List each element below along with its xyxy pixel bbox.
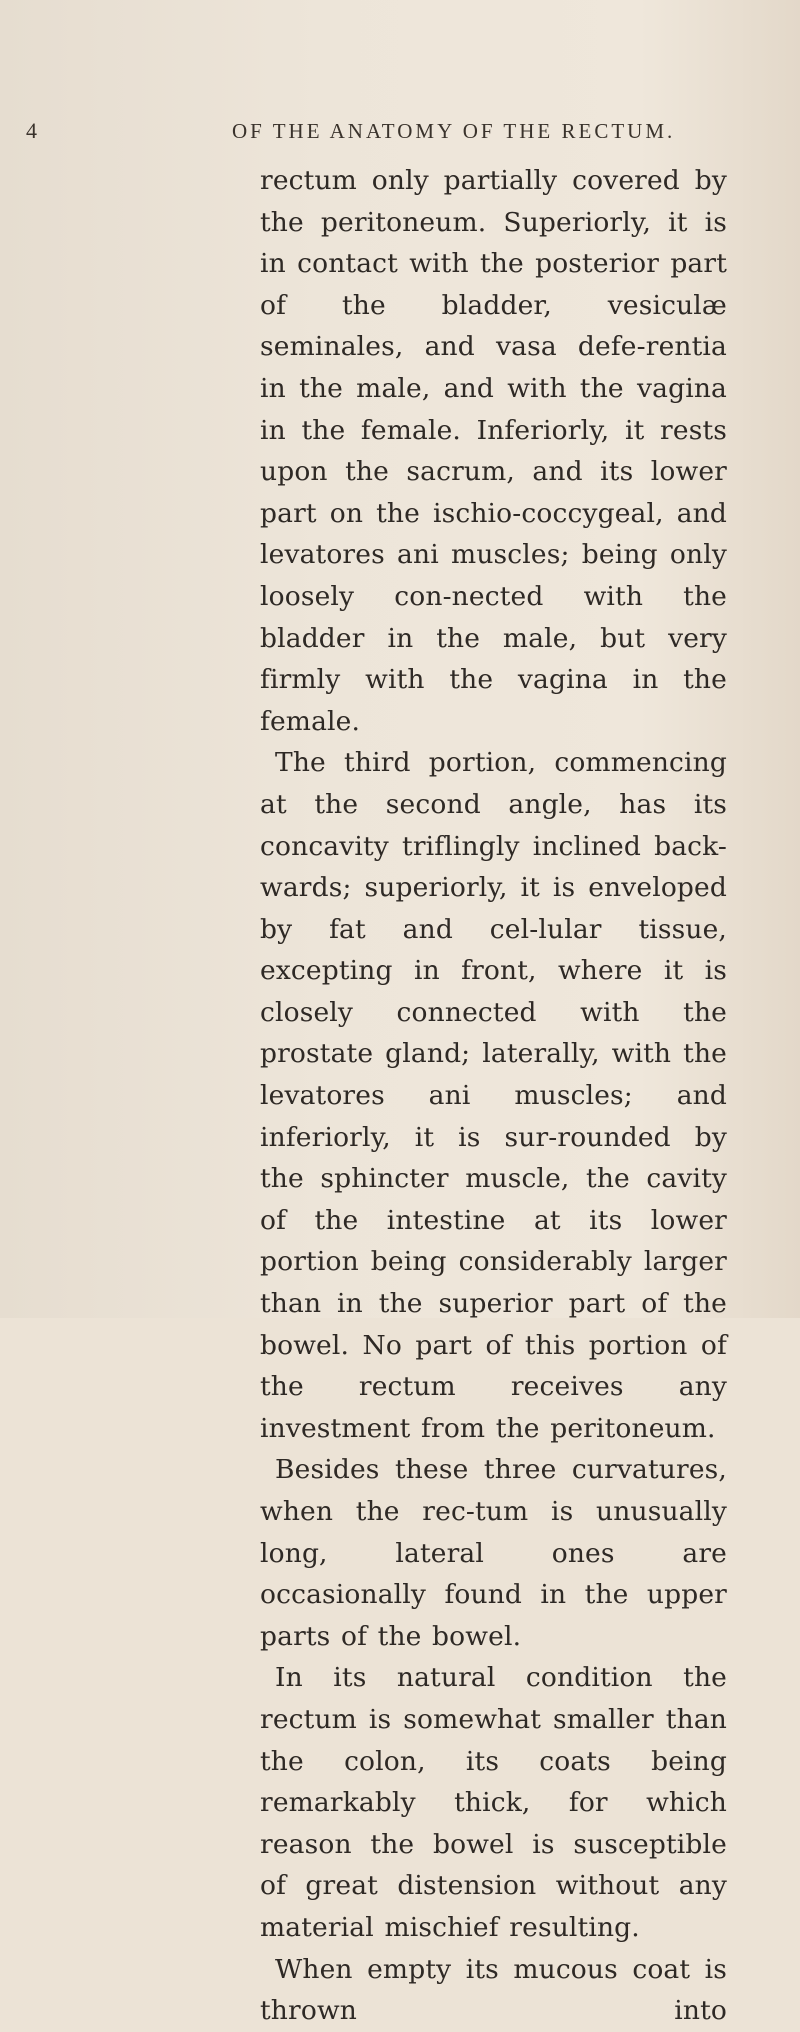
paragraph: When empty its mucous coat is thrown into [260, 1953, 727, 2027]
paragraph: The third portion, commencing at the second angle, has its concavity triflingly inclined back-wards; superiorly, it is enveloped by fat and cel-lular tissue, excepting in front, where it is closely connected with the prostate gland; laterally, with the levatores ani muscles; and inferiorly, it is sur-rounded by the sphincter muscle, the cavity of the intestine at its lower portion being considerably larger than in the superior part of the bowel. No part of this portion of the rectum receives any investment from the peritoneum. [260, 747, 727, 1444]
running-head: OF THE ANATOMY OF THE RECTUM. [232, 119, 676, 143]
paragraph: rectum only partially covered by the peritoneum. Superiorly, it is in contact with the posterior part of the bladder, vesiculæ seminales, and vasa defe-rentia in the male, and with the vagina in the female. Inferiorly, it rests upon the sacrum, and its lower part on the ischio-coccygeal, and levatores ani muscles; being only loosely con-nected with the bladder in the male, but very firmly with the vagina in the female. [260, 165, 727, 737]
page-header [26, 118, 766, 148]
paragraph: Besides these three curvatures, when the rec-tum is unusually long, lateral ones are occasionally found in the upper parts of the bowel. [260, 1454, 727, 1652]
paragraph: In its natural condition the rectum is somewhat smaller than the colon, its coats being remarkably thick, for which reason the bowel is susceptible of great distension without any material mischief resulting. [260, 1662, 727, 1943]
page-number: 4 [26, 118, 38, 143]
body-text [260, 160, 727, 2032]
